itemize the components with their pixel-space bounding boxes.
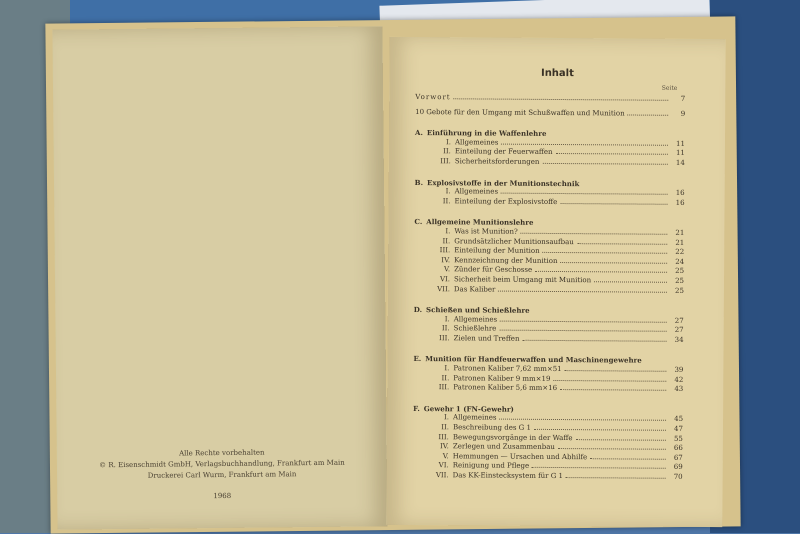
- toc-entry-label: Sicherheit beim Umgang mit Munition: [453, 275, 592, 285]
- toc-page-number: 24: [675, 257, 685, 266]
- toc-entry-number: I.: [444, 364, 450, 373]
- imprint-line: Alle Rechte vorbehalten: [179, 448, 265, 458]
- toc-page-number: 25: [675, 276, 685, 285]
- toc-page-number: 14: [675, 158, 685, 167]
- right-page: [386, 37, 725, 527]
- toc-entry-label: 10 Gebote für den Umgang mit Schußwaffen und Munition: [415, 107, 625, 118]
- toc-leader-dots: [532, 467, 666, 469]
- toc-leader-dots: [499, 419, 666, 421]
- toc-spacer: [414, 206, 684, 213]
- toc-entry-label: Patronen Kaliber 9 mm×19: [453, 373, 551, 383]
- toc-entry-label: Allgemeines: [453, 413, 497, 423]
- toc-entry-number: V.: [443, 265, 451, 274]
- toc-leader-dots: [577, 243, 667, 245]
- toc-entry-label: Schießlehre: [453, 324, 497, 333]
- toc-leader-dots: [628, 114, 669, 115]
- toc-spacer: [415, 167, 685, 174]
- toc-leader-dots: [560, 389, 666, 391]
- toc-page-number: 34: [674, 335, 684, 344]
- toc-entry-number: III.: [440, 157, 451, 166]
- toc-entry: [413, 471, 683, 482]
- toc-entry-label: Patronen Kaliber 5,6 mm×16: [453, 383, 558, 393]
- toc-entry-number: E.: [413, 354, 422, 364]
- toc-entry-number: B.: [414, 177, 424, 187]
- toc-page-number: 22: [675, 247, 685, 257]
- toc-page-number: 16: [675, 198, 685, 207]
- toc-leader-dots: [566, 477, 666, 479]
- toc-leader-dots: [498, 290, 667, 292]
- toc-page-number: 16: [675, 188, 685, 198]
- toc-page-number: 55: [673, 434, 683, 443]
- toc-leader-dots: [521, 233, 668, 235]
- imprint: [57, 446, 388, 503]
- toc-entry-number: III.: [438, 383, 450, 392]
- toc-page-number: 21: [675, 238, 685, 247]
- toc-entry-number: I.: [445, 187, 451, 196]
- toc-leader-dots: [594, 281, 667, 283]
- toc-entry-number: A.: [415, 128, 423, 138]
- toc-page-number: 27: [674, 316, 684, 325]
- toc-entry: [415, 108, 685, 119]
- toc-entry-label: Patronen Kaliber 7,62 mm×51: [453, 364, 562, 374]
- toc-page-number: 7: [680, 94, 686, 103]
- toc-entry-number: II.: [441, 324, 450, 333]
- toc-entry-label: Das KK-Einstecksystem für G 1: [452, 471, 564, 481]
- toc-entry-label: Beschreibung des G 1: [452, 423, 531, 432]
- toc-entry-number: VII.: [437, 284, 450, 293]
- toc-spacer: [415, 117, 685, 124]
- toc-entry-label: Reinigung und Pflege: [452, 461, 530, 471]
- toc-entry: [413, 383, 683, 394]
- toc-leader-dots: [454, 98, 669, 100]
- page-column-header: Seite: [661, 84, 678, 92]
- toc-page-number: 27: [674, 326, 684, 335]
- toc-leader-dots: [543, 252, 668, 254]
- toc-entry-number: II.: [442, 196, 451, 206]
- toc-page-number: 25: [674, 286, 684, 295]
- toc-page-number: 42: [674, 375, 684, 384]
- toc-entry-number: III.: [438, 432, 449, 441]
- toc-page-number: 9: [680, 109, 686, 118]
- toc-leader-dots: [542, 163, 667, 165]
- toc-leader-dots: [560, 262, 667, 264]
- toc-page-number: 66: [673, 444, 683, 453]
- toc-leader-dots: [556, 153, 668, 155]
- table-of-contents: [413, 93, 686, 482]
- toc-entry-number: VI.: [438, 461, 449, 470]
- toc-entry-number: VI.: [439, 275, 451, 284]
- toc-entry-number: V.: [442, 452, 449, 461]
- toc-leader-dots: [501, 193, 668, 195]
- toc-entry-label: Explosivstoffe in der Munitionstechnik: [427, 177, 580, 188]
- toc-entry-label: Allgemeine Munitionslehre: [426, 217, 534, 228]
- toc-leader-dots: [534, 429, 666, 431]
- toc-leader-dots: [500, 320, 667, 322]
- toc-leader-dots: [565, 370, 667, 372]
- toc-entry-label: Einteilung der Explosivstoffe: [454, 197, 558, 206]
- toc-entry-number: III.: [439, 246, 451, 255]
- publication-year: 1968: [213, 491, 232, 501]
- toc-leader-dots: [558, 448, 666, 450]
- toc-spacer: [414, 294, 684, 301]
- imprint-line: © R. Eisenschmidt GmbH, Verlagsbuchhandlung, Frankfurt am Main: [99, 458, 345, 470]
- toc-entry-number: F.: [413, 403, 420, 413]
- toc-entry-label: Gewehr 1 (FN-Gewehr): [423, 403, 514, 414]
- toc-entry-label: Einführung in die Waffenlehre: [426, 128, 547, 139]
- toc-entry-number: I.: [444, 413, 450, 422]
- toc-entry: [415, 197, 685, 208]
- toc-entry-label: Sicherheitsforderungen: [454, 157, 540, 166]
- toc-entry-label: Allgemeines: [454, 138, 499, 147]
- toc-entry-number: II.: [441, 373, 450, 382]
- toc-page-number: 45: [674, 415, 684, 424]
- toc-entry-label: Einteilung der Munition: [454, 246, 540, 256]
- toc-entry-label: Zünder für Geschosse: [454, 265, 533, 275]
- toc-entry-label: Munition für Handfeuerwaffen und Maschinengewehre: [425, 354, 642, 366]
- left-page: [52, 26, 387, 529]
- toc-entry-label: Zerlegen und Zusammenbau: [452, 442, 555, 452]
- toc-page-number: 11: [675, 149, 685, 158]
- toc-entry-number: I.: [445, 227, 451, 236]
- toc-entry-label: Allgemeines: [453, 314, 498, 324]
- toc-entry-label: Allgemeines: [454, 187, 499, 196]
- toc-page-number: 47: [674, 424, 684, 433]
- toc-entry-label: Schießen und Schießlehre: [426, 305, 530, 315]
- toc-page-number: 21: [675, 228, 685, 237]
- toc-spacer: [414, 343, 684, 350]
- toc-entry-number: C.: [414, 217, 423, 227]
- toc-leader-dots: [501, 143, 668, 145]
- toc-entry-number: III.: [439, 334, 450, 343]
- toc-entry-label: Vorwort: [415, 93, 451, 102]
- toc-entry-label: Das Kaliber: [453, 284, 496, 294]
- toc-entry-number: II.: [442, 236, 451, 245]
- toc-entry-label: Zielen und Treffen: [453, 334, 520, 343]
- toc-page-number: 25: [675, 267, 685, 276]
- toc-title: Inhalt: [540, 67, 574, 80]
- toc-entry-label: Grundsätzlicher Munitionsaufbau: [454, 236, 574, 246]
- toc-page-number: 67: [673, 453, 683, 462]
- toc-leader-dots: [522, 340, 666, 342]
- toc-leader-dots: [590, 458, 666, 460]
- toc-leader-dots: [560, 203, 667, 205]
- toc-entry-number: I.: [444, 314, 450, 323]
- toc-leader-dots: [575, 439, 665, 441]
- toc-page-number: 39: [674, 365, 684, 374]
- toc-entry-number: D.: [413, 305, 423, 315]
- toc-page-number: 69: [673, 463, 683, 472]
- toc-entry-label: Was ist Munition?: [454, 227, 518, 236]
- toc-entry-number: VII.: [435, 471, 449, 480]
- toc-entry-label: Bewegungsvorgänge in der Waffe: [452, 432, 573, 442]
- toc-leader-dots: [553, 380, 666, 382]
- toc-entry-label: Einteilung der Feuerwaffen: [454, 147, 553, 157]
- toc-entry-label: Hemmungen — Ursachen und Abhilfe: [452, 452, 588, 462]
- toc-leader-dots: [499, 330, 666, 332]
- toc-entry-number: IV.: [441, 255, 451, 264]
- imprint-line: Druckerei Carl Wurm, Frankfurt am Main: [147, 470, 297, 480]
- toc-page-number: 43: [674, 385, 684, 394]
- toc-entry-number: I.: [445, 138, 452, 147]
- toc-entry-number: II.: [443, 147, 451, 156]
- toc-entry-number: IV.: [439, 442, 449, 451]
- toc-spacer: [413, 393, 683, 400]
- toc-leader-dots: [535, 271, 667, 273]
- toc-entry-label: Kennzeichnung der Munition: [454, 256, 558, 265]
- toc-page-number: 11: [676, 139, 685, 148]
- toc-page-number: 70: [673, 472, 683, 481]
- toc-entry-number: II.: [441, 423, 450, 432]
